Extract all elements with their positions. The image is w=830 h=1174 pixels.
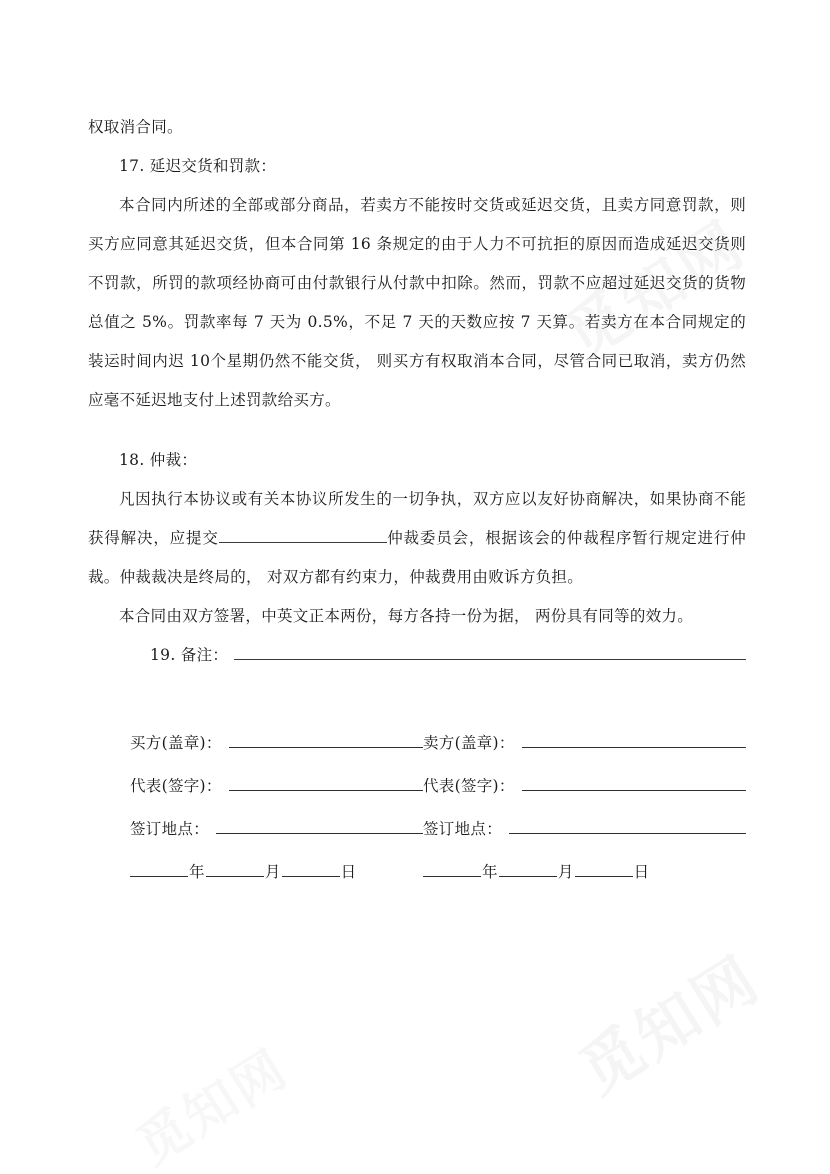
buyer-representative-input[interactable] bbox=[229, 771, 423, 791]
buyer-location-label: 签订地点： bbox=[130, 820, 210, 838]
seller-location-field bbox=[423, 814, 746, 839]
seller-location-input[interactable] bbox=[509, 814, 746, 834]
signature-row-location bbox=[130, 814, 746, 839]
section-19-remarks-input[interactable] bbox=[234, 637, 746, 660]
seller-seal-field bbox=[423, 728, 746, 753]
signature-block bbox=[130, 728, 746, 882]
buyer-representative-field bbox=[130, 771, 423, 796]
buyer-location-field bbox=[130, 814, 423, 839]
seller-date-month-input[interactable] bbox=[499, 857, 557, 877]
buyer-date-year-unit: 年 bbox=[189, 863, 205, 881]
continued-line: 权取消合同。 bbox=[88, 118, 183, 136]
section-18-heading: 18. 仲裁： bbox=[119, 451, 198, 469]
seller-date-year-input[interactable] bbox=[423, 857, 481, 877]
seller-location-label: 签订地点： bbox=[423, 820, 503, 838]
buyer-location-input[interactable] bbox=[216, 814, 423, 834]
signature-row-seal bbox=[130, 728, 746, 753]
seller-date-day-unit: 日 bbox=[633, 863, 650, 881]
buyer-seal-input[interactable] bbox=[229, 728, 423, 748]
arbitration-commission-input[interactable] bbox=[219, 542, 387, 543]
buyer-date-month-input[interactable] bbox=[206, 857, 264, 877]
buyer-seal-field bbox=[130, 728, 423, 753]
seller-representative-label: 代表(签字)： bbox=[423, 777, 515, 795]
section-18-paragraph bbox=[88, 480, 746, 597]
buyer-date-day-input[interactable] bbox=[282, 857, 340, 877]
section-19-label: 19. 备注： bbox=[150, 646, 229, 664]
seller-seal-label: 卖方(盖章)： bbox=[423, 734, 515, 752]
seller-date-month-unit: 月 bbox=[557, 863, 574, 881]
buyer-representative-label: 代表(签字)： bbox=[130, 777, 222, 795]
seller-representative-field bbox=[423, 771, 746, 796]
seller-representative-input[interactable] bbox=[522, 771, 746, 791]
buyer-date-field bbox=[130, 857, 423, 882]
seller-date-year-unit: 年 bbox=[482, 863, 498, 881]
signature-row-representative bbox=[130, 771, 746, 796]
seller-seal-input[interactable] bbox=[522, 728, 746, 748]
section-18-paragraph-part1: 凡因执行本协议或有关本协议所发生的一切争执，双方应以友好协商解决，如果协商不能获得解决，应提交 bbox=[88, 490, 746, 547]
section-19-remarks-row bbox=[88, 636, 746, 675]
section-17-paragraph: 本合同内所述的全部或部分商品，若卖方不能按时交货或延迟交货，且卖方同意罚款，则买方应同意其延迟交货，但本合同第 16 条规定的由于人力不可抗拒的原因而造成延迟交货则不罚款，所罚的款项经协商可由付款银行从付款中扣除。然而，罚款不应超过延迟交货的货物总值之 5%。罚款率每 7 天为 0.5%，不足 7 天的天数应按 7 天算。若卖方在本合同规定的装运时间内迟 10个星期仍然不能交货， 则买方有权取消本合同，尽管合同已取消，卖方仍然应毫不延迟地支付上述罚款给买方。 bbox=[88, 196, 746, 409]
seller-date-field bbox=[423, 857, 746, 882]
watermark-text bbox=[560, 931, 774, 1111]
signature-row-date bbox=[130, 857, 746, 882]
watermark-text bbox=[120, 1027, 300, 1174]
section-18-closing-paragraph: 本合同由双方签署，中英文正本两份，每方各持一份为据， 两份具有同等的效力。 bbox=[119, 607, 694, 625]
buyer-date-day-unit: 日 bbox=[340, 863, 357, 881]
section-18-paragraph-part2: 仲裁委员会，根据该会的仲裁程序暂行规定进行仲裁。仲裁裁决是终局的， 对双方都有约束力，仲裁费用由败诉方负担。 bbox=[88, 529, 746, 586]
buyer-seal-label: 买方(盖章)： bbox=[130, 734, 222, 752]
section-17-heading: 17. 延迟交货和罚款： bbox=[119, 157, 277, 175]
seller-date-day-input[interactable] bbox=[575, 857, 633, 877]
buyer-date-year-input[interactable] bbox=[130, 857, 188, 877]
buyer-date-month-unit: 月 bbox=[264, 863, 281, 881]
